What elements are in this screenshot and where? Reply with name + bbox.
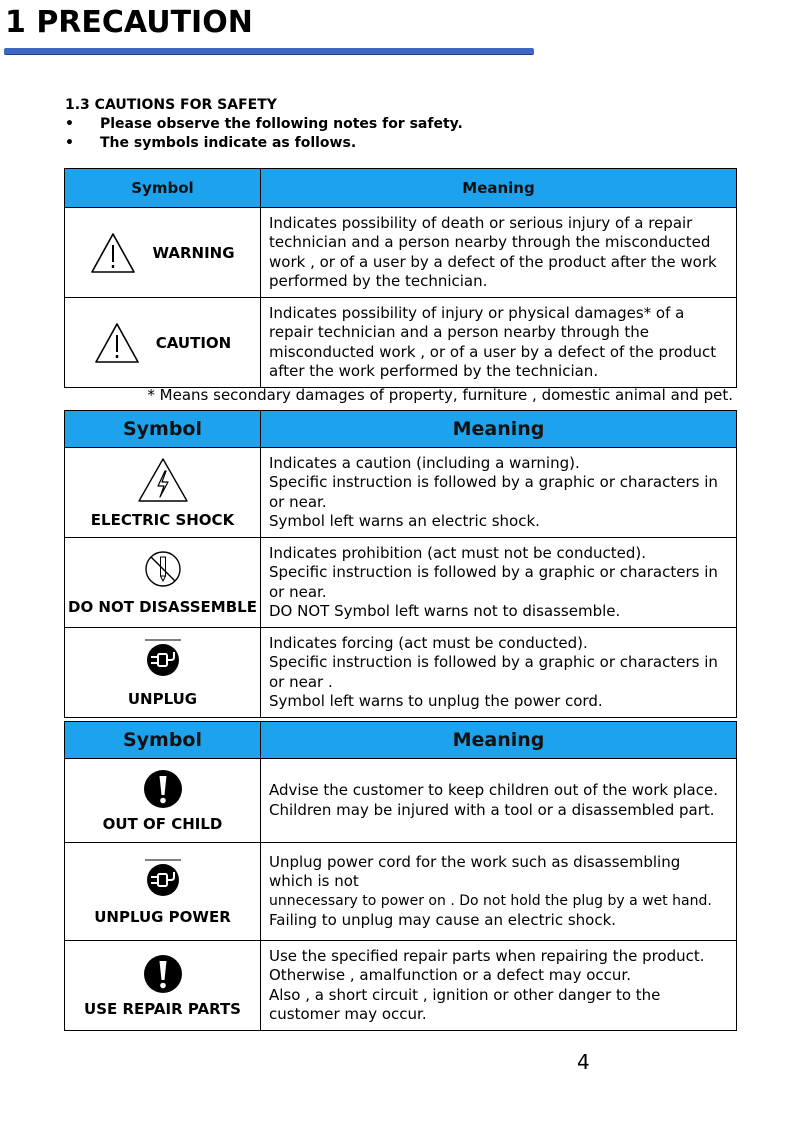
meaning-line: or near. xyxy=(269,582,327,601)
meaning-line: work , or of a user by a defect of the product after the work xyxy=(269,252,717,271)
symbol-column-header: Symbol xyxy=(65,722,261,759)
table-row xyxy=(65,759,737,843)
symbol-cell xyxy=(65,941,261,1031)
meaning-line: Indicates possibility of death or serious injury of a repair xyxy=(269,213,693,232)
symbol-cell xyxy=(65,298,261,388)
meaning-line: Advise the customer to keep children out of the work place. xyxy=(269,781,718,800)
table-row xyxy=(65,843,737,941)
title-underline xyxy=(4,48,534,55)
meaning-line: Otherwise , amalfunction or a defect may occur. xyxy=(269,966,631,985)
meaning-line: Symbol left warns to unplug the power cord. xyxy=(269,691,603,710)
meaning-line: unnecessary to power on . Do not hold the plug by a wet hand. xyxy=(269,892,712,909)
meaning-line: Indicates forcing (act must be conducted). xyxy=(269,633,588,652)
meaning-cell xyxy=(261,208,737,298)
bullet-item xyxy=(65,115,463,133)
table-row xyxy=(65,628,737,718)
meaning-line: customer may occur. xyxy=(269,1004,427,1023)
meaning-line: Indicates prohibition (act must not be conducted). xyxy=(269,543,646,562)
meaning-line: Unplug power cord for the work such as disassembling xyxy=(269,852,681,871)
meaning-column-header: Meaning xyxy=(261,411,737,448)
meaning-line: Use the specified repair parts when repairing the product. xyxy=(269,946,705,965)
bullet-dot: • xyxy=(65,116,74,132)
meaning-cell xyxy=(261,941,737,1031)
table-row xyxy=(65,538,737,628)
symbol-label: WARNING xyxy=(152,243,235,262)
symbol-cell xyxy=(65,843,261,941)
symbol-label: UNPLUG xyxy=(127,689,198,708)
caution-triangle-icon xyxy=(94,322,140,364)
symbol-column-header: Symbol xyxy=(65,169,261,208)
meaning-line: Specific instruction is followed by a graphic or characters in xyxy=(269,473,718,492)
symbol-label: DO NOT DISASSEMBLE xyxy=(68,597,257,616)
exclamation-circle-icon xyxy=(143,769,183,809)
table-row xyxy=(65,941,737,1031)
safety-symbols-table xyxy=(64,168,737,388)
meaning-cell xyxy=(261,843,737,941)
meaning-cell xyxy=(261,538,737,628)
symbol-label: UNPLUG POWER xyxy=(94,907,231,926)
meaning-line: Symbol left warns an electric shock. xyxy=(269,511,540,530)
bullet-text: Please observe the following notes for safety. xyxy=(100,116,463,132)
meaning-line: Indicates a caution (including a warning). xyxy=(269,453,580,472)
symbol-column-header: Symbol xyxy=(65,411,261,448)
meaning-line: Specific instruction is followed by a graphic or characters in xyxy=(269,563,718,582)
symbol-label: USE REPAIR PARTS xyxy=(84,999,241,1018)
meaning-line: Children may be injured with a tool or a disassembled part. xyxy=(269,800,715,819)
meaning-cell xyxy=(261,448,737,538)
meaning-line: Failing to unplug may cause an electric shock. xyxy=(269,910,617,929)
meaning-line: Indicates possibility of injury or physical damages* of a xyxy=(269,303,685,322)
meaning-line: Specific instruction is followed by a graphic or characters in xyxy=(269,653,718,672)
meaning-line: which is not xyxy=(269,872,359,891)
meaning-cell xyxy=(261,759,737,843)
instruction-symbols-table xyxy=(64,721,737,1031)
meaning-line: Also , a short circuit , ignition or other danger to the xyxy=(269,985,661,1004)
page-title: 1 PRECAUTION xyxy=(5,5,253,40)
symbol-label: OUT OF CHILD xyxy=(102,814,223,833)
electric-shock-icon xyxy=(137,457,189,503)
footnote: * Means secondary damages of property, furniture , domestic animal and pet. xyxy=(147,386,733,404)
exclamation-circle-icon xyxy=(143,954,183,994)
meaning-line: or near. xyxy=(269,492,327,511)
meaning-line: after the work performed by the technician. xyxy=(269,361,599,380)
section-heading: 1.3 CAUTIONS FOR SAFETY xyxy=(65,97,277,113)
symbol-label: ELECTRIC SHOCK xyxy=(90,510,235,529)
table-row xyxy=(65,208,737,298)
meaning-line: or near . xyxy=(269,672,333,691)
page-number: 4 xyxy=(577,1050,590,1074)
table-row xyxy=(65,298,737,388)
symbol-cell xyxy=(65,538,261,628)
symbol-cell xyxy=(65,759,261,843)
caution-symbols-table xyxy=(64,410,737,718)
warning-triangle-icon xyxy=(90,232,136,274)
symbol-cell xyxy=(65,448,261,538)
unplug-icon xyxy=(143,638,183,678)
table-row xyxy=(65,448,737,538)
meaning-cell xyxy=(261,628,737,718)
unplug-icon xyxy=(143,858,183,898)
bullet-text: The symbols indicate as follows. xyxy=(100,135,357,151)
symbol-cell xyxy=(65,628,261,718)
meaning-column-header: Meaning xyxy=(261,169,737,208)
meaning-column-header: Meaning xyxy=(261,722,737,759)
bullet-dot: • xyxy=(65,135,74,151)
meaning-line: technician and a person nearby through the misconducted xyxy=(269,233,711,252)
meaning-line: misconducted work , or of a user by a defect of the product xyxy=(269,342,717,361)
meaning-line: performed by the technician. xyxy=(269,271,488,290)
symbol-label: CAUTION xyxy=(155,333,232,352)
bullet-item xyxy=(65,134,356,152)
no-disassemble-icon xyxy=(143,550,183,588)
meaning-cell xyxy=(261,298,737,388)
meaning-line: DO NOT Symbol left warns not to disassemble. xyxy=(269,601,621,620)
meaning-line: repair technician and a person nearby through the xyxy=(269,323,650,342)
symbol-cell xyxy=(65,208,261,298)
